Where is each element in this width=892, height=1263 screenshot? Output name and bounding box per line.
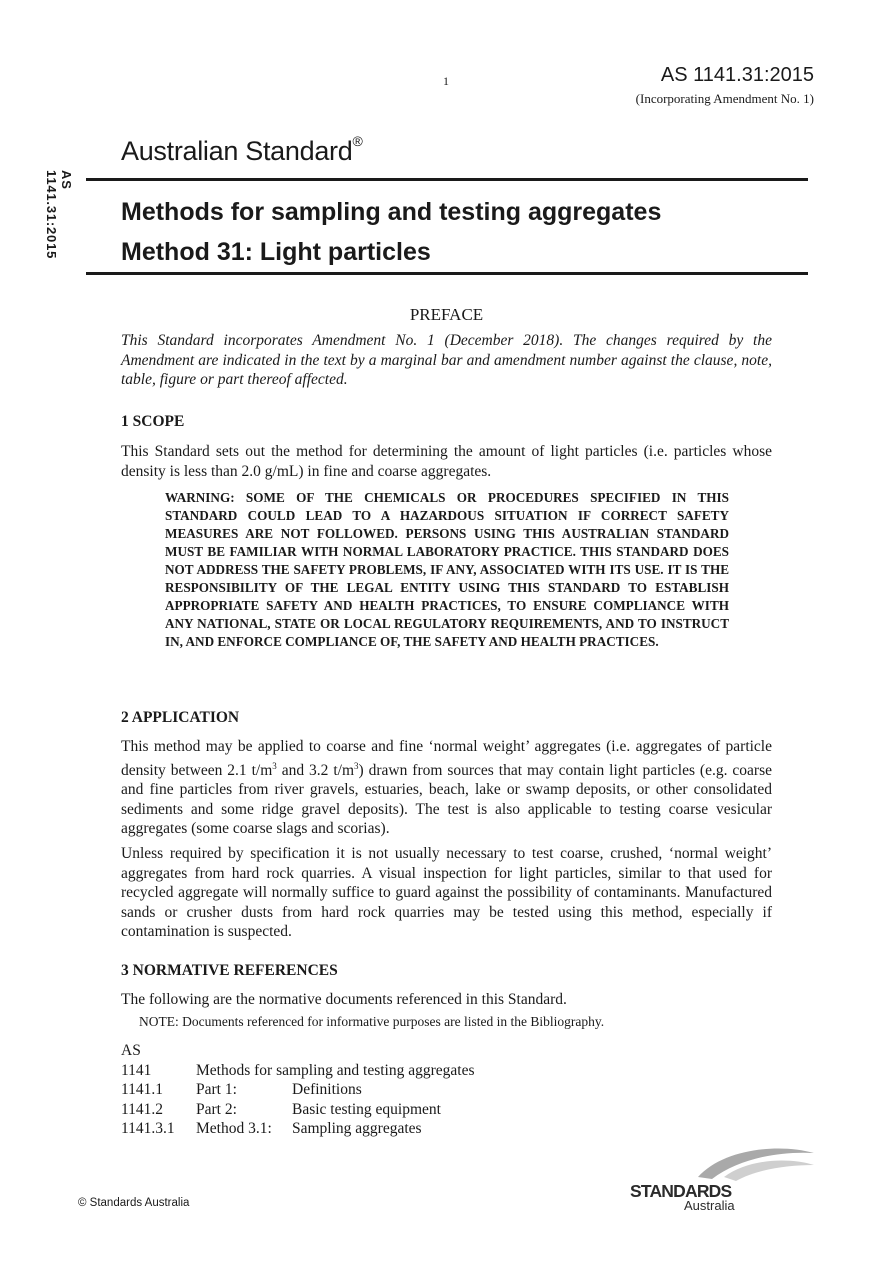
references-group: AS [121, 1042, 141, 1059]
reference-title: Methods for sampling and testing aggregates [196, 1061, 475, 1079]
preface-heading: PREFACE [409, 305, 484, 324]
side-reference: AS 1141.31:2015 [44, 170, 74, 260]
references-table [121, 1041, 475, 1139]
document-subtitle: Method 31: Light particles [121, 238, 431, 266]
document-title: Methods for sampling and testing aggregates [121, 198, 662, 226]
references-heading: 3 NORMATIVE REFERENCES [121, 962, 338, 979]
reference-title: Sampling aggregates [292, 1120, 422, 1137]
reference-part: Part 2: [196, 1100, 237, 1118]
application-p1-text-a: This method may be applied to coarse and fine ‘normal weight’ aggregates (i.e. aggregates of particle density between 2.1 t/m [121, 738, 772, 779]
warning-text: WARNING: SOME OF THE CHEMICALS OR PROCEDURES SPECIFIED IN THIS STANDARD COULD LEAD TO A HAZARDOUS SITUATION IF CORRECT SAFETY MEASURES ARE NOT FOLLOWED. PERSONS USING THIS AUSTRALIAN STANDARD MUST BE FAMILIAR WITH NORMAL LABORATORY PRACTICE. THIS STANDARD DOES NOT ADDRESS THE SAFETY PROBLEMS, IF ANY, ASSOCIATED WITH ITS USE. IT IS THE RESPONSIBILITY OF THE LEGAL ENTITY USING THIS STANDARD TO ESTABLISH APPROPRIATE SAFETY AND HEALTH PRACTICES, TO ENSURE COMPLIANCE WITH ANY NATIONAL, STATE OR LOCAL REGULATORY REQUIREMENTS, AND TO INSTRUCT IN, AND ENFORCE COMPLIANCE OF, THE SAFETY AND HEALTH PRACTICES. [165, 490, 729, 649]
reference-row [121, 1100, 475, 1120]
application-p1-text-b: and 3.2 t/m [276, 761, 355, 779]
reference-row [121, 1119, 475, 1139]
references-intro: The following are the normative documents referenced in this Standard. [121, 991, 567, 1008]
reference-number: 1141 [121, 1061, 152, 1079]
application-heading: 2 APPLICATION [121, 709, 240, 726]
reference-row [121, 1061, 475, 1081]
title-rule-top [86, 178, 808, 181]
scope-heading: 1 SCOPE [121, 413, 185, 430]
reference-number: 1141.3.1 [121, 1120, 175, 1137]
title-rule-bottom [86, 272, 808, 275]
superscript-3: 3 [354, 760, 359, 771]
brand-title [121, 133, 363, 167]
references-group-row [121, 1041, 475, 1061]
page-number: 1 [443, 74, 449, 88]
logo-swoosh-icon [628, 1143, 814, 1213]
registered-mark: ® [352, 133, 363, 149]
copyright-notice: © Standards Australia [78, 1197, 190, 1209]
reference-number: 1141.1 [121, 1081, 164, 1098]
scope-text: This Standard sets out the method for determining the amount of light particles (i.e. particles whose density is less than 2.0 g/mL) in fine and coarse aggregates. [121, 443, 772, 480]
standard-designation: AS 1141.31:2015 [660, 64, 814, 86]
standards-australia-logo [628, 1143, 814, 1213]
reference-number: 1141.2 [121, 1100, 164, 1118]
application-paragraph-2: Unless required by specification it is not usually necessary to test coarse, crushed, ‘normal weight’ aggregates from hard rock quarries. A visual inspection for light particles, similar to that used for recycled aggregate will normally suffice to guard against the possibility of contaminants. Manufactured sands or crusher dusts from hard rock quarries may be tested using this method, especially if contamination is suspected. [121, 845, 772, 940]
reference-title: Definitions [292, 1081, 362, 1098]
preface-text: This Standard incorporates Amendment No. 1 (December 2018). The changes required by the Amendment are indicated in the text by a marginal bar and amendment number against the clause, note, table, figure or part thereof affected. [121, 332, 772, 388]
application-p1-text-c: ) drawn from sources that may contain light particles (e.g. coarse and fine particles from river gravels, estuaries, beach, lake or swamp deposits, or other consolidated sediments and some ridge gravel deposits). The test is also applicable to testing coarse vesicular aggregates (some coarse slags and scorias). [121, 761, 772, 838]
reference-part: Part 1: [196, 1081, 237, 1098]
logo-text: STANDARDS [630, 1181, 732, 1201]
amendment-note: (Incorporating Amendment No. 1) [635, 91, 814, 106]
logo-subtext: Australia [684, 1198, 735, 1213]
application-paragraph-1 [121, 737, 772, 839]
reference-row [121, 1080, 475, 1100]
superscript-3: 3 [272, 760, 277, 771]
brand-text: Australian Standard [121, 136, 353, 166]
references-note: NOTE: Documents referenced for informative purposes are listed in the Bibliography. [139, 1014, 605, 1029]
reference-title: Basic testing equipment [292, 1100, 441, 1118]
reference-part: Method 3.1: [196, 1120, 272, 1137]
